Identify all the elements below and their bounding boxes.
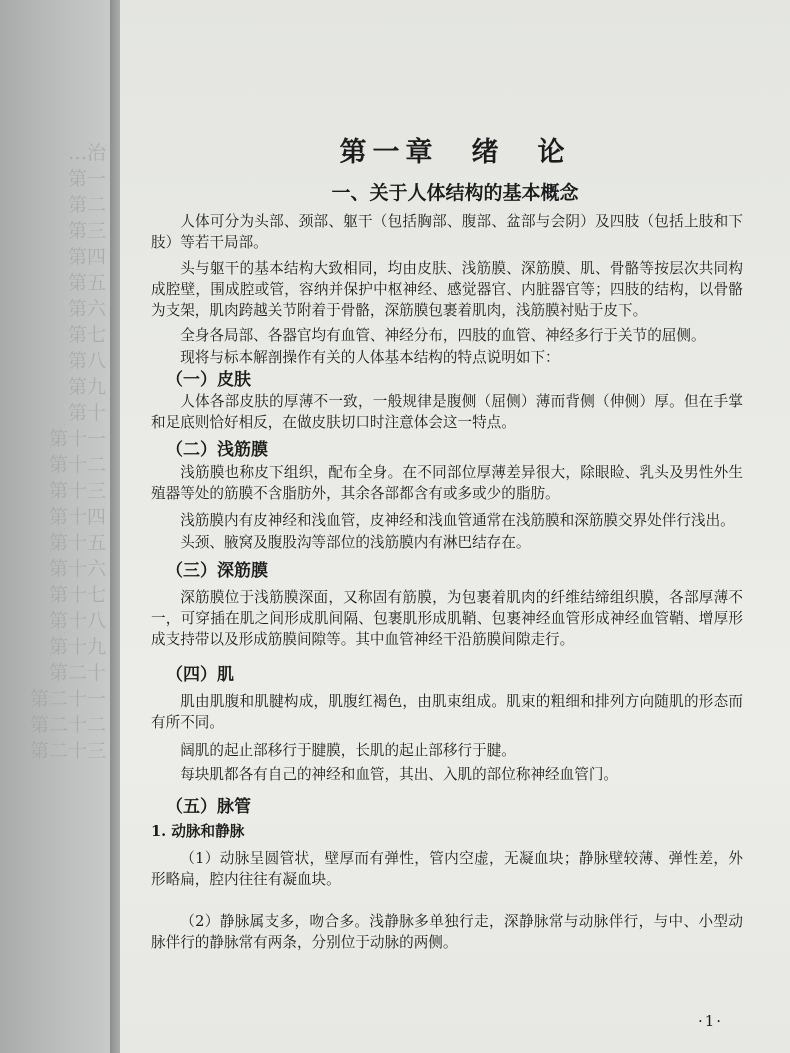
left-page-fragment: 第十八 xyxy=(48,610,106,632)
superficial-fascia-paragraph-1: 浅筋膜也称皮下组织，配布全身。在不同部位厚薄差异很大，除眼睑、乳头及男性外生殖器等处的筋膜不含脂肪外，其余各部都含有或多或少的脂肪。 xyxy=(151,464,743,502)
intro-paragraph-3: 全身各局部、各器官均有血管、神经分布，四肢的血管、神经多行于关节的屈侧。 xyxy=(180,327,706,344)
page-number: ·1· xyxy=(698,1012,724,1030)
heading-superficial-fascia: （二）浅筋膜 xyxy=(166,440,268,460)
left-page-fragment: 第十二 xyxy=(48,454,106,476)
muscle-paragraph-1: 肌由肌腹和肌腱构成，肌腹红褐色，由肌束组成。肌束的粗细和排列方向随肌的形态而有所不同。 xyxy=(151,693,743,731)
left-page-fragment: 第十七 xyxy=(48,584,106,606)
muscle-paragraph-2: 阔肌的起止部移行于腱膜，长肌的起止部移行于腱。 xyxy=(180,742,516,759)
skin-paragraph-1: 人体各部皮肤的厚薄不一致，一般规律是腹侧（屈侧）薄而背侧（伸侧）厚。但在手掌和足底则恰好相反，在做皮肤切口时注意体会这一特点。 xyxy=(151,393,743,431)
left-page-fragment: 第九 xyxy=(67,376,106,398)
left-page-fragment: 第十四 xyxy=(48,506,106,528)
left-page-fragment: 第四 xyxy=(67,246,106,268)
left-page-fragment: 第五 xyxy=(67,272,106,294)
intro-paragraph-2: 头与躯干的基本结构大致相同，均由皮肤、浅筋膜、深筋膜、肌、骨骼等按层次共同构成腔壁，围成腔或管，容纳并保护中枢神经、感觉器官、内脏器官等；四肢的结构，以骨骼为支架，肌肉跨越关节附着于骨骼，深筋膜包裹着肌肉，浅筋膜衬贴于皮下。 xyxy=(151,260,743,319)
left-page-fragment: …治 xyxy=(67,142,106,164)
left-page-fragment: 第二 xyxy=(67,194,106,216)
left-page-fragment: 第七 xyxy=(67,324,106,346)
muscle-paragraph-3: 每块肌都各有自己的神经和血管，其出、入肌的部位称神经血管门。 xyxy=(180,766,619,783)
heading-deep-fascia: （三）深筋膜 xyxy=(166,561,268,581)
heading-vessels: （五）脉管 xyxy=(166,797,251,817)
left-page-fragment: 第十一 xyxy=(48,428,106,450)
section-title: 一、关于人体结构的基本概念 xyxy=(331,182,579,204)
heading-muscle: （四）肌 xyxy=(166,665,234,685)
intro-paragraph-1: 人体可分为头部、颈部、躯干（包括胸部、腹部、盆部与会阴）及四肢（包括上肢和下肢）等若干局部。 xyxy=(151,213,743,251)
page-content xyxy=(120,0,790,1053)
subheading-arteries-veins: 1. 动脉和静脉 xyxy=(151,823,245,840)
left-page-fragment: 第十五 xyxy=(48,532,106,554)
left-page-fragment: 第二十三 xyxy=(29,740,106,762)
heading-skin: （一）皮肤 xyxy=(166,370,251,390)
superficial-fascia-paragraph-3: 头颈、腋窝及腹股沟等部位的浅筋膜内有淋巴结存在。 xyxy=(180,534,531,551)
left-page-fragment: 第十三 xyxy=(48,480,106,502)
vessels-paragraph-1: （1）动脉呈圆管状，壁厚而有弹性，管内空虚，无凝血块；静脉壁较薄、弹性差，外形略扁，腔内往往有凝血块。 xyxy=(151,850,743,888)
left-page-fragment: 第一 xyxy=(67,168,106,190)
adjacent-left-page xyxy=(0,0,118,1053)
left-page-fragment: 第三 xyxy=(67,220,106,242)
left-page-text-fragments xyxy=(6,140,106,764)
chapter-title: 第一章 绪 论 xyxy=(339,137,571,168)
superficial-fascia-paragraph-2: 浅筋膜内有皮神经和浅血管，皮神经和浅血管通常在浅筋膜和深筋膜交界处伴行浅出。 xyxy=(180,512,735,529)
left-page-fragment: 第十六 xyxy=(48,558,106,580)
left-page-fragment: 第二十一 xyxy=(29,688,106,710)
left-page-fragment: 第十 xyxy=(67,402,106,424)
left-page-fragment: 第二十 xyxy=(48,662,106,684)
left-page-fragment: 第六 xyxy=(67,298,106,320)
intro-paragraph-4: 现将与标本解剖操作有关的人体基本结构的特点说明如下： xyxy=(180,349,560,366)
left-page-fragment: 第八 xyxy=(67,350,106,372)
left-page-fragment: 第二十二 xyxy=(29,714,106,736)
deep-fascia-paragraph-1: 深筋膜位于浅筋膜深面，又称固有筋膜，为包裹着肌肉的纤维结缔组织膜，各部厚薄不一，可穿插在肌之间形成肌间隔、包裹肌形成肌鞘、包裹神经血管形成神经血管鞘、增厚形成支持带以及形成筋膜间隙等。其中血管神经干沿筋膜间隙走行。 xyxy=(151,589,743,648)
left-page-fragment: 第十九 xyxy=(48,636,106,658)
book-page xyxy=(120,0,790,1053)
vessels-paragraph-2: （2）静脉属支多，吻合多。浅静脉多单独行走，深静脉常与动脉伴行，与中、小型动脉伴行的静脉常有两条，分别位于动脉的两侧。 xyxy=(151,913,743,951)
